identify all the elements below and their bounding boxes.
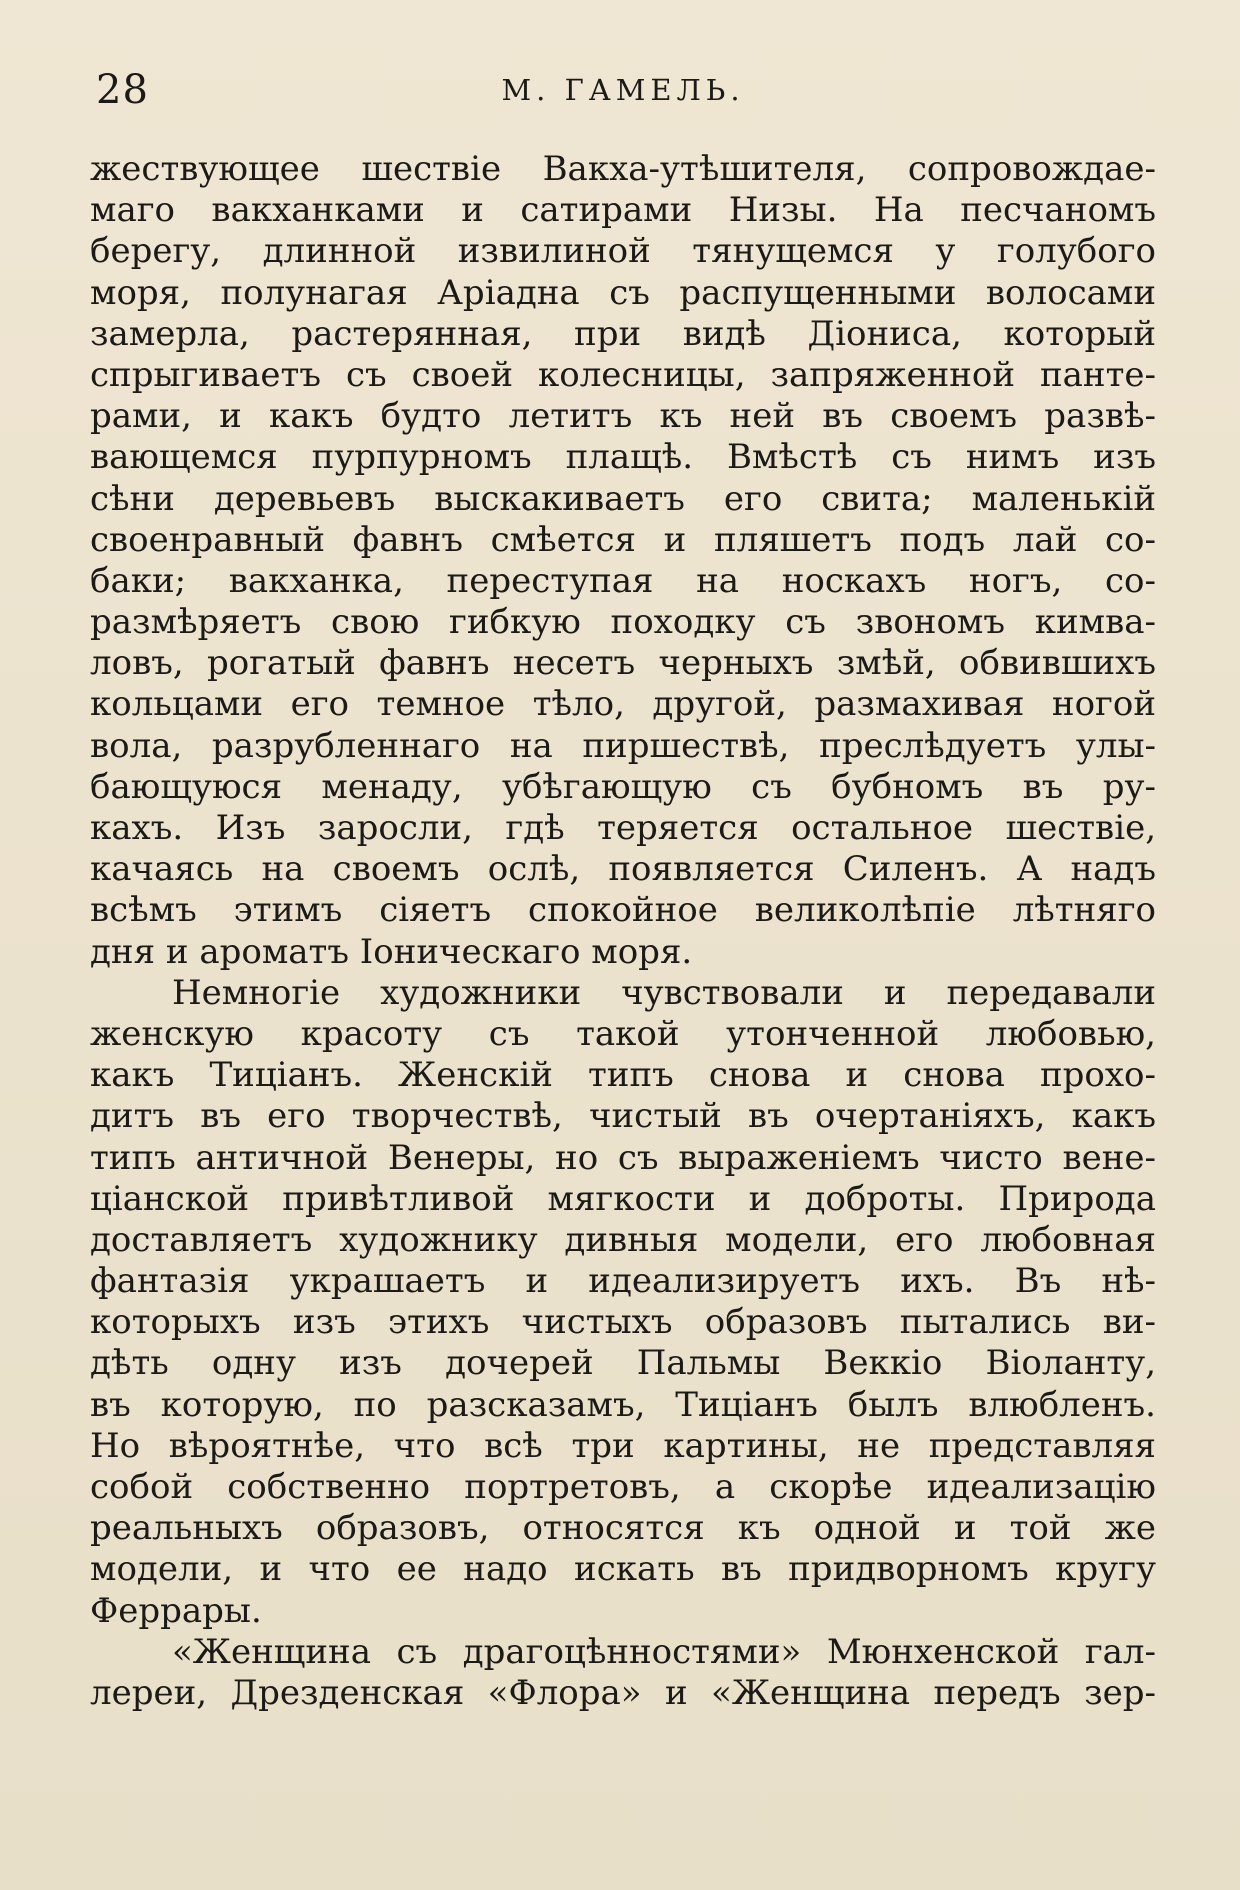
text-line: моря, полунагая Аріадна съ распущенными волосами bbox=[90, 272, 1156, 313]
text-line: качаясь на своемъ ослѣ, появляется Силенъ. А надъ bbox=[90, 849, 1156, 890]
text-line: реальныхъ образовъ, относятся къ одной и той же bbox=[90, 1508, 1156, 1549]
text-line: «Женщина съ драгоцѣнностями» Мюнхенской гал- bbox=[172, 1631, 1156, 1672]
paragraph bbox=[90, 1632, 1156, 1714]
paragraph bbox=[90, 149, 1156, 973]
text-line: дня и ароматъ Іоническаго моря. bbox=[90, 931, 693, 972]
text-line: маго вакханками и сатирами Низы. На песчаномъ bbox=[90, 190, 1156, 231]
paragraph bbox=[90, 973, 1156, 1632]
text-line: всѣмъ этимъ сіяетъ спокойное великолѣпіе лѣтняго bbox=[90, 890, 1156, 931]
text-line: въ которую, по разсказамъ, Тиціанъ былъ влюбленъ. bbox=[90, 1384, 1156, 1425]
text-line: Немногіе художники чувствовали и передавали bbox=[172, 972, 1156, 1013]
text-line: доставляетъ художнику дивныя модели, его любовная bbox=[90, 1219, 1156, 1260]
text-line: которыхъ изъ этихъ чистыхъ образовъ пытались ви- bbox=[90, 1302, 1156, 1343]
text-line: Но вѣроятнѣе, что всѣ три картины, не представляя bbox=[90, 1425, 1156, 1466]
running-head: М. ГАМЕЛЬ. bbox=[501, 73, 745, 107]
text-line: какъ Тиціанъ. Женскій типъ снова и снова прохо- bbox=[90, 1055, 1156, 1096]
text-line: размѣряетъ свою гибкую походку съ звономъ кимва- bbox=[90, 602, 1156, 643]
text-line: бающуюся менаду, убѣгающую съ бубномъ въ ру- bbox=[90, 766, 1156, 807]
text-line: сѣни деревьевъ выскакиваетъ его свита; маленькій bbox=[90, 478, 1156, 519]
text-line: фантазія украшаетъ и идеализируетъ ихъ. Въ нѣ- bbox=[90, 1261, 1156, 1302]
text-line: жествующее шествіе Вакха-утѣшителя, сопровождае- bbox=[90, 149, 1156, 189]
text-line: лереи, Дрезденская «Флора» и «Женщина передъ зер- bbox=[90, 1672, 1156, 1713]
text-line: типъ античной Венеры, но съ выраженіемъ чисто вене- bbox=[90, 1137, 1156, 1178]
text-line: рами, и какъ будто летитъ къ ней въ своемъ развѣ- bbox=[90, 396, 1156, 437]
text-line: ціанской привѣтливой мягкости и доброты. Природа bbox=[90, 1178, 1156, 1219]
text-line: ловъ, рогатый фавнъ несетъ черныхъ змѣй, обвившихъ bbox=[90, 643, 1156, 684]
text-line: собой собственно портретовъ, а скорѣе идеализацію bbox=[90, 1467, 1156, 1507]
text-line: дитъ въ его творчествѣ, чистый въ очертаніяхъ, какъ bbox=[90, 1096, 1156, 1137]
text-line: вающемся пурпурномъ плащѣ. Вмѣстѣ съ нимъ изъ bbox=[90, 437, 1156, 478]
text-line: баки; вакханка, переступая на носкахъ ногъ, со- bbox=[90, 560, 1156, 601]
text-line: Феррары. bbox=[90, 1590, 262, 1631]
page-number: 28 bbox=[96, 67, 149, 113]
text-line: замерла, растерянная, при видѣ Діониса, который bbox=[90, 313, 1156, 354]
text-line: спрыгиваетъ съ своей колесницы, запряженной панте- bbox=[90, 354, 1156, 395]
text-line: вола, разрубленнаго на пиршествѣ, преслѣдуетъ улы- bbox=[90, 725, 1156, 766]
text-line: женскую красоту съ такой утонченной любовью, bbox=[90, 1013, 1156, 1054]
page-header bbox=[96, 66, 1150, 114]
text-line: берегу, длинной извилиной тянущемся у голубого bbox=[90, 231, 1156, 272]
text-line: дѣть одну изъ дочерей Пальмы Веккіо Віоланту, bbox=[90, 1343, 1156, 1384]
text-line: кольцами его темное тѣло, другой, размахивая ногой bbox=[90, 684, 1156, 725]
text-line: кахъ. Изъ заросли, гдѣ теряется остальное шествіе, bbox=[90, 808, 1156, 848]
page-body bbox=[90, 149, 1156, 1714]
text-line: модели, и что ее надо искать въ придворномъ кругу bbox=[90, 1549, 1156, 1590]
text-line: своенравный фавнъ смѣется и пляшетъ подъ лай со- bbox=[90, 519, 1156, 560]
